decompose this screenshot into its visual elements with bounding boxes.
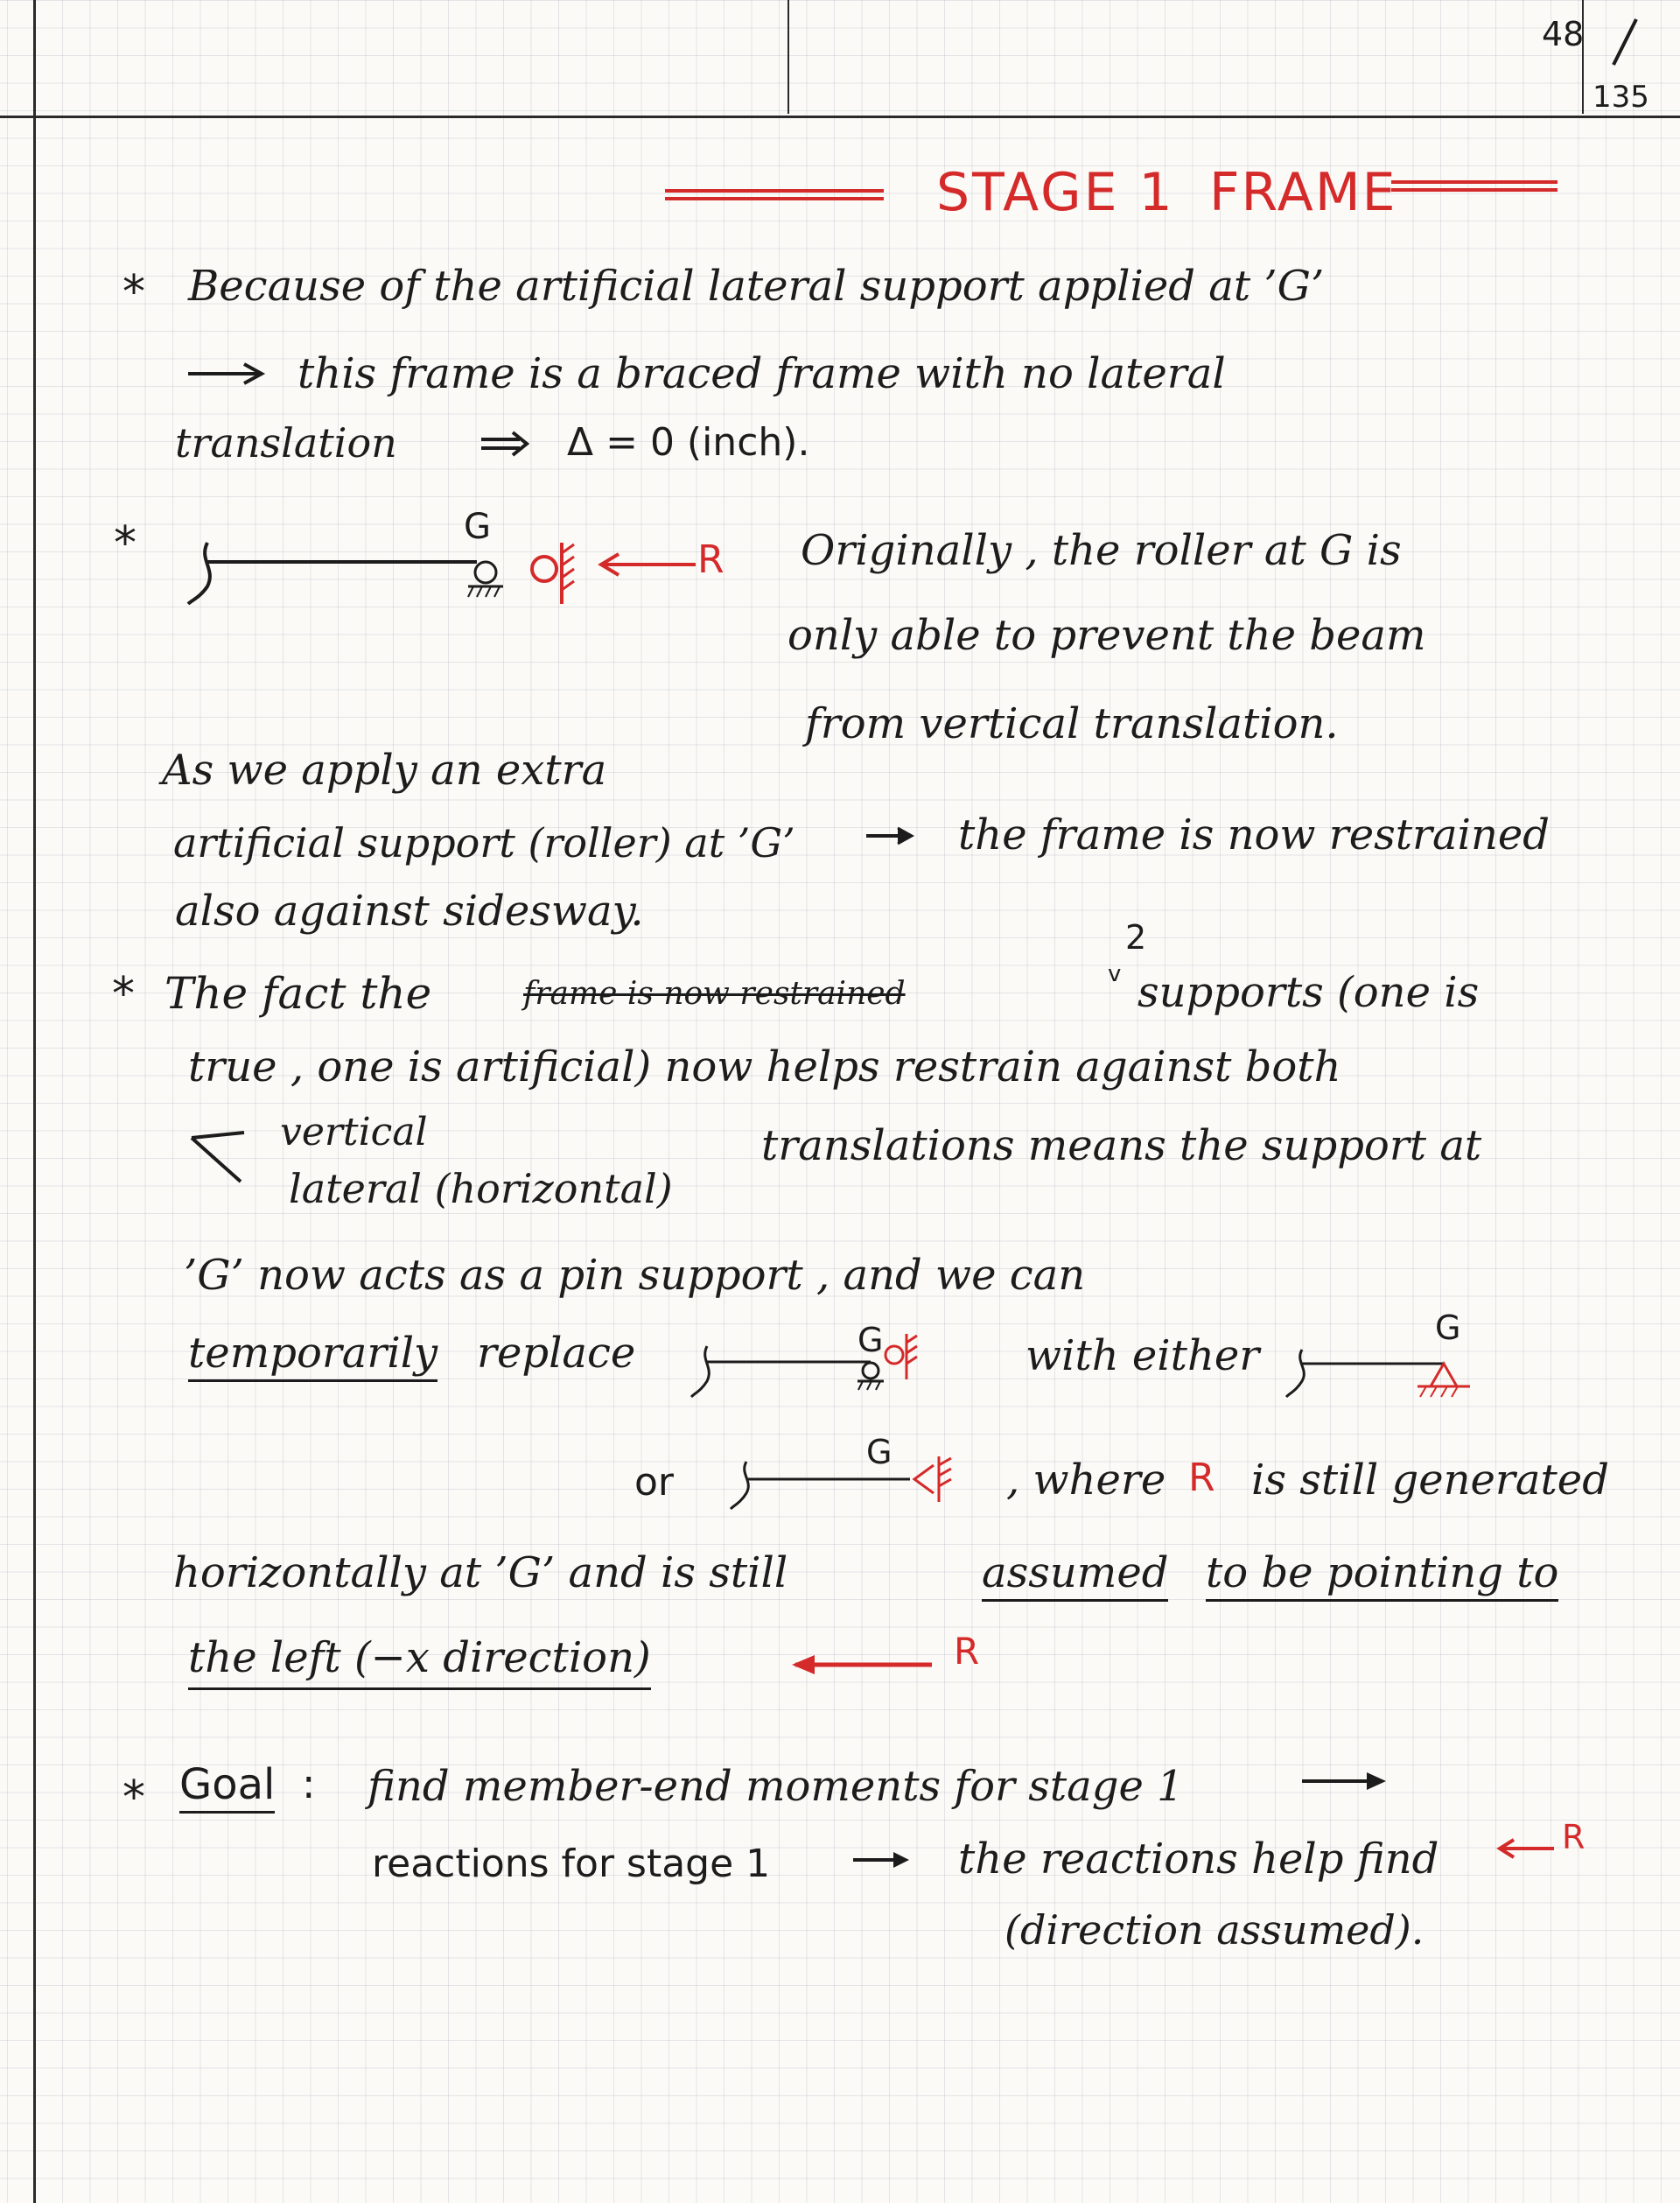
title-rule-left bbox=[665, 188, 884, 206]
page-total: 135 bbox=[1592, 80, 1649, 115]
margin-vertical-line bbox=[33, 0, 36, 2203]
goal-colon: : bbox=[302, 1760, 316, 1807]
p5-pointing-to: to be pointing to bbox=[1206, 1552, 1558, 1602]
title-frame: FRAME bbox=[1209, 162, 1397, 223]
arrow-right-icon-3 bbox=[1302, 1768, 1390, 1794]
p1-line-3a: translation bbox=[175, 419, 397, 467]
title-rule-right bbox=[1391, 179, 1558, 197]
goal-line-3: (direction assumed). bbox=[1004, 1906, 1424, 1954]
branch-bracket-icon bbox=[188, 1129, 249, 1190]
red-left-arrow-icon bbox=[599, 551, 696, 578]
p4-branch-lateral: lateral (horizontal) bbox=[289, 1165, 673, 1212]
goal-line-1: find member-end moments for stage 1 bbox=[368, 1762, 1184, 1811]
arrow-right-icon bbox=[188, 361, 267, 387]
diagram-1-label-g: G bbox=[464, 507, 491, 547]
p2-line-1: Originally , the roller at G is bbox=[801, 526, 1402, 575]
implies-arrow-icon bbox=[481, 431, 534, 457]
p5-replace: replace bbox=[477, 1329, 636, 1378]
p3-line-1: As we apply an extra bbox=[162, 746, 607, 795]
diagram-1-label-r: R bbox=[697, 537, 724, 582]
red-left-arrow-icon-2 bbox=[792, 1652, 932, 1678]
bullet-3: * bbox=[112, 968, 135, 1021]
p4-line-3b: translations means the support at bbox=[761, 1121, 1482, 1170]
p5-assumed: assumed bbox=[982, 1552, 1168, 1602]
header-divider-1 bbox=[788, 0, 789, 114]
p4-caret: v bbox=[1108, 961, 1122, 987]
p5-still-generated: is still generated bbox=[1251, 1456, 1609, 1505]
bullet-4: * bbox=[122, 1772, 145, 1824]
p4-line-1a: The fact the bbox=[164, 968, 432, 1019]
page-number: 48 bbox=[1542, 15, 1585, 53]
goal-label: Goal bbox=[179, 1764, 275, 1814]
p1-line-2: this frame is a braced frame with no lateral bbox=[298, 349, 1226, 398]
p2-line-2: only able to prevent the beam bbox=[788, 611, 1426, 660]
p3-line-2b: the frame is now restrained bbox=[958, 810, 1550, 859]
p5-where: , where bbox=[1006, 1456, 1166, 1505]
arrow-right-icon-2 bbox=[866, 823, 919, 849]
header-bottom-line bbox=[0, 116, 1680, 118]
p5-r-label-2: R bbox=[954, 1630, 980, 1673]
red-support-symbol-icon bbox=[525, 543, 578, 613]
p4-superscript-number: 2 bbox=[1125, 918, 1147, 957]
p5-line-5: the left (−x direction) bbox=[188, 1637, 651, 1690]
red-left-arrow-icon-3 bbox=[1496, 1835, 1558, 1862]
p3-line-2a: artificial support (roller) at ’G’ bbox=[173, 819, 795, 866]
p5-line-4a: horizontally at ’G’ and is still bbox=[173, 1548, 788, 1597]
bullet-1: * bbox=[122, 266, 145, 319]
beam-pin-diagram-2 bbox=[731, 1444, 967, 1514]
p3-line-3: also against sidesway. bbox=[175, 887, 644, 936]
p5-line-1: ’G’ now acts as a pin support , and we can bbox=[184, 1251, 1086, 1300]
p5-with-either: with either bbox=[1026, 1331, 1260, 1380]
arrow-right-icon-4 bbox=[853, 1847, 914, 1873]
goal-r-label: R bbox=[1562, 1818, 1586, 1856]
p4-line-1b: supports (one is bbox=[1138, 968, 1480, 1017]
goal-line-2b: the reactions help find bbox=[958, 1835, 1439, 1884]
p5-r-label: R bbox=[1188, 1456, 1215, 1500]
p4-strikethrough: frame is now restrained bbox=[523, 976, 906, 1012]
beam-roller-diagram bbox=[188, 516, 556, 613]
diagram-3-label-g: G bbox=[1435, 1308, 1461, 1347]
diagram-4-label-g: G bbox=[866, 1433, 892, 1471]
beam-roller-diagram-2 bbox=[691, 1322, 919, 1400]
p4-branch-vertical: vertical bbox=[280, 1110, 428, 1154]
bullet-2: * bbox=[114, 517, 136, 570]
p1-line-1: Because of the artificial lateral support applied at ’G’ bbox=[188, 262, 1325, 311]
page-slash bbox=[1608, 16, 1643, 68]
p1-line-3b: Δ = 0 (inch). bbox=[567, 420, 810, 465]
p2-line-3: from vertical translation. bbox=[805, 699, 1339, 748]
diagram-2-label-g: G bbox=[858, 1321, 884, 1359]
p5-temporarily: temporarily bbox=[188, 1332, 438, 1382]
goal-line-2a: reactions for stage 1 bbox=[372, 1842, 771, 1886]
title-stage: STAGE 1 bbox=[936, 162, 1175, 223]
p5-or: or bbox=[634, 1460, 675, 1505]
p4-line-2: true , one is artificial) now helps restrain against both bbox=[188, 1042, 1341, 1091]
